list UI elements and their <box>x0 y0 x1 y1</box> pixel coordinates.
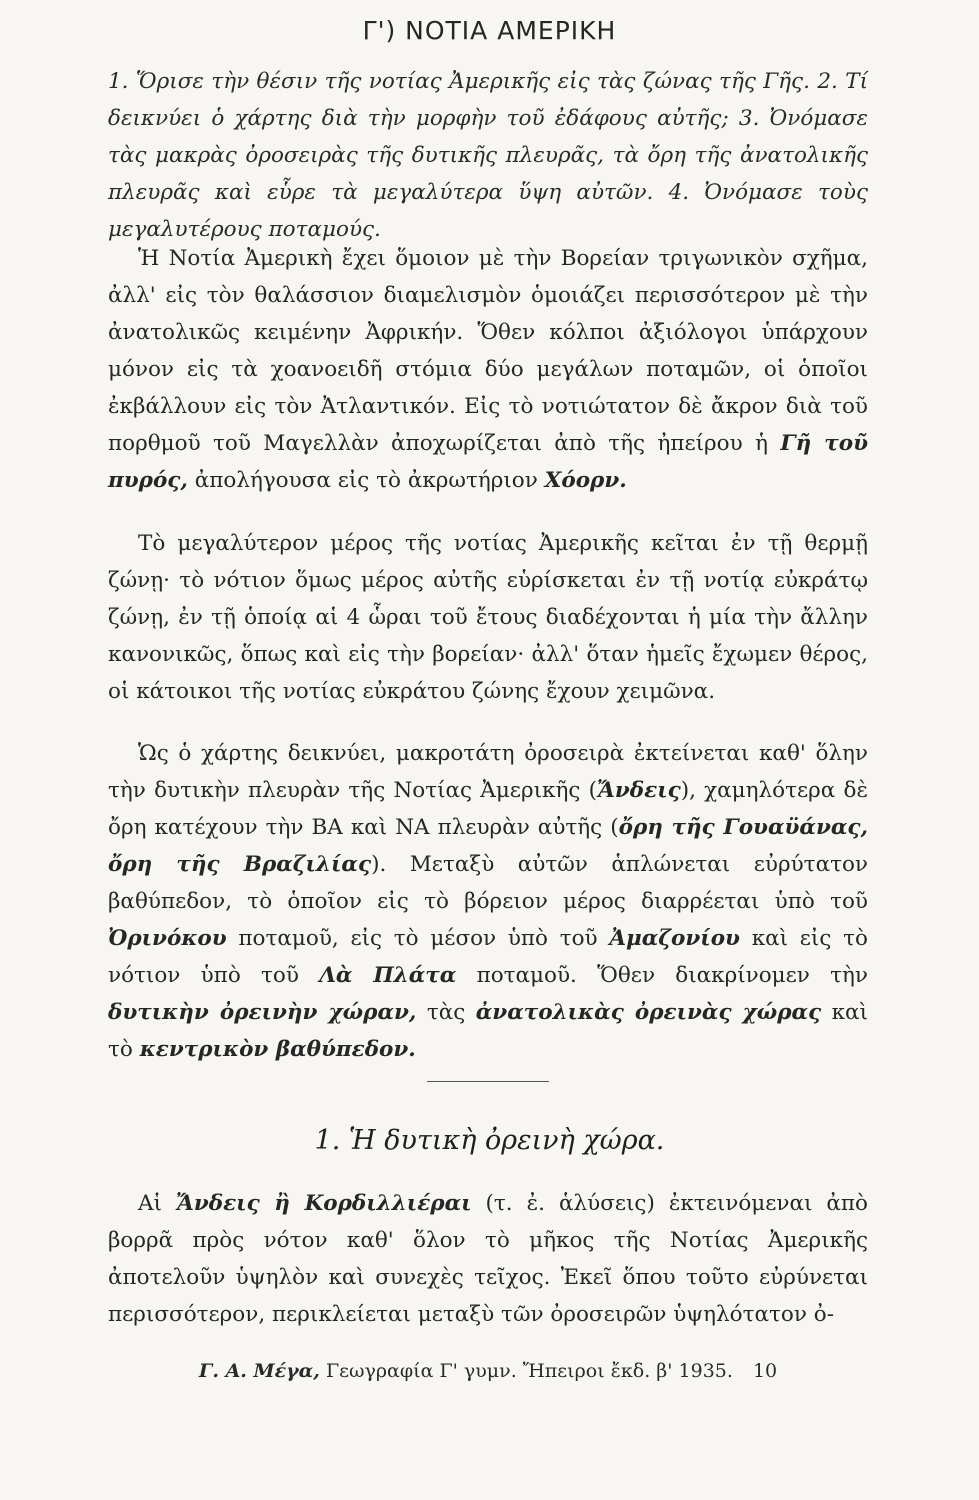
term-amazon: Ἀμαζονίου <box>609 926 740 951</box>
term-mountains: ὄρη τῆς Γουαϋάνας, ὄρη τῆς Βραζιλίας <box>108 815 868 877</box>
term-tierra-del-fuego: Γῆ τοῦ πυρός, <box>108 431 869 493</box>
term-cape-horn: Χόορν. <box>544 468 627 493</box>
p3-text-d: ). Μεταξὺ αὐτῶν ἁπλώνεται εὐρύτατον βαθύπεδον, τὸ ὁποῖον εἰς τὸ βόρειον μέρος διαρρέεται ὑπὸ τοῦ <box>108 852 868 914</box>
section-divider <box>427 1081 549 1082</box>
term-west-mountain-land: δυτικὴν ὀρεινὴν χώραν, <box>108 1000 417 1025</box>
p3-text-h: τὰς <box>426 1000 466 1025</box>
p1-text-2: ἀπολήγουσα εἰς τὸ ἀκρωτήριον <box>194 468 538 493</box>
term-central-lowland: κεντρικὸν βαθύπεδον. <box>139 1037 416 1062</box>
p3-text-a: Ὡς ὁ χάρτης δεικνύει, μακροτάτη ὀροσειρὰ ἐκτείνεται καθ' ὅλην τὴν δυτικὴν πλευρὰν τῆς Νοτίας Ἀμερικῆς ( <box>108 741 868 803</box>
term-east-mountain-lands: ἀνατολικὰς ὀρεινὰς χώρας <box>475 1000 822 1025</box>
p4-text-c: (τ. ἐ. ἁλύσεις) ἐκτεινόμεναι ἀπὸ βορρᾶ πρὸς νότον καθ' ὅλον τὸ μῆκος τῆς Νοτίας Ἀμερικῆς ἀποτελοῦν ὑψηλὸν καὶ συνεχὲς τεῖχος. Ἐκεῖ ὅπου τοῦτο εὐρύνεται περισσότερον, περικλείεται μεταξὺ τῶν ὀροσειρῶν ὑψηλότατον ὀ- <box>108 1191 869 1327</box>
review-questions: 1. Ὅρισε τὴν θέσιν τῆς νοτίας Ἀμερικῆς εἰς τὰς ζώνας τῆς Γῆς. 2. Τί δεικνύει ὁ χάρτης διὰ τὴν μορφὴν τοῦ ἐδάφους αὐτῆς; 3. Ὀνόμασε τὰς μακρὰς ὀροσειρὰς τῆς δυτικῆς πλευρᾶς, τὰ ὄρη τῆς ἀνατολικῆς πλευρᾶς καὶ εὗρε τὰ μεγαλύτερα ὕψη αὐτῶν. 4. Ὀνόμασε τοὺς μεγαλυτέρους ποταμούς. <box>108 69 868 242</box>
term-orinoco: Ὀρινόκου <box>108 926 227 951</box>
footer-book: Γεωγραφία Γ' γυμν. Ἤπειροι ἔκδ. β' 1935. <box>325 1360 733 1382</box>
p3-text-c: ), χαμηλότερα δὲ ὄρη κατέχουν τὴν ΒΑ καὶ ΝΑ πλευρὰν αὐτῆς ( <box>108 778 868 840</box>
page-number: 10 <box>752 1360 778 1382</box>
p3-text-e: ποταμοῦ, εἰς τὸ μέσον ὑπὸ τοῦ <box>238 926 598 951</box>
paragraph-shape <box>108 240 868 499</box>
p2-text: Τὸ μεγαλύτερον μέρος τῆς νοτίας Ἀμερικῆς κεῖται ἐν τῇ θερμῇ ζώνῃ· τὸ νότιον ὅμως μέρος αὐτῆς εὑρίσκεται ἐν τῇ νοτίᾳ εὐκράτῳ ζώνῃ, ἐν τῇ ὁποίᾳ αἱ 4 ὧραι τοῦ ἔτους διαδέχονται ἡ μία τὴν ἄλλην κανονικῶς, ὅπως καὶ εἰς τὴν βορείαν· ἀλλ' ὅταν ἡμεῖς ἔχωμεν θέρος, οἱ κάτοικοι τῆς νοτίας εὐκράτου ζώνης ἔχουν χειμῶνα. <box>108 531 868 704</box>
p1-text: Ἡ Νοτία Ἀμερικὴ ἔχει ὅμοιον μὲ τὴν Βορείαν τριγωνικὸν σχῆμα, ἀλλ' εἰς τὸν θαλάσσιον διαμελισμὸν ὁμοιάζει περισσότερον μὲ τὴν ἀνατολικῶς κειμένην Ἀφρικήν. Ὅθεν κόλποι ἀξιόλογοι ὑπάρχουν μόνον εἰς τὰ χοανοειδῆ στόμια δύο μεγάλων ποταμῶν, οἱ ὁποῖοι ἐκβάλλουν εἰς τὸν Ἀτλαντικόν. Εἰς τὸ νοτιώτατον δὲ ἄκρον διὰ τοῦ πορθμοῦ τοῦ Μαγελλὰν ἀποχωρίζεται ἀπὸ τῆς ἠπείρου ἡ <box>108 246 868 456</box>
p4-text-a: Αἱ <box>138 1191 162 1216</box>
chapter-title: Γ') ΝΟΤΙΑ ΑΜΕΡΙΚΗ <box>362 16 617 45</box>
term-la-plata: Λὰ Πλάτα <box>319 963 457 988</box>
term-andes-cordilleras: Ἄνδεις ἢ Κορδιλλιέραι <box>175 1191 472 1216</box>
page-footer <box>108 1360 868 1382</box>
section-title: 1. Ἡ δυτικὴ ὀρεινὴ χώρα. <box>314 1125 665 1156</box>
paragraph-andes <box>108 1185 868 1333</box>
p3-text-f: καὶ εἰς τὸ νότιον ὑπὸ τοῦ <box>108 926 868 988</box>
paragraph-relief <box>108 735 868 1068</box>
term-andes: Ἄνδεις <box>596 778 681 803</box>
paragraph-climate <box>108 525 868 710</box>
p3-text-i: καὶ τὸ <box>108 1000 868 1062</box>
footer-author: Γ. Α. Μέγα, <box>198 1360 320 1382</box>
p3-text-g: ποταμοῦ. Ὅθεν διακρίνομεν τὴν <box>476 963 868 988</box>
